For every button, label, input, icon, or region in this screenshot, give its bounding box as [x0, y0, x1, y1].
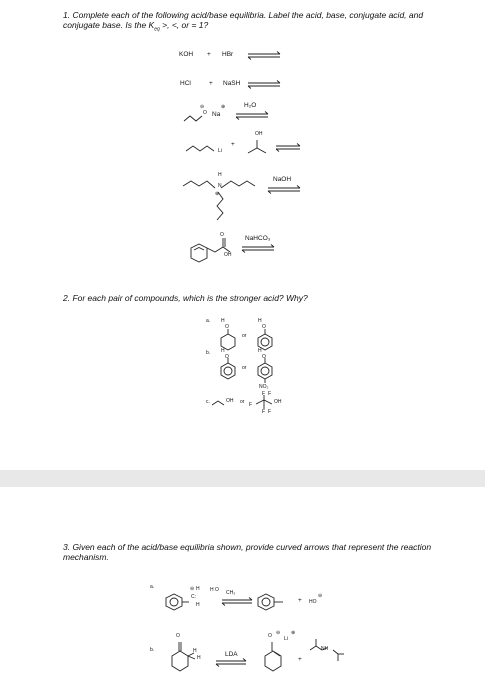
carbonyl-oxygen: O: [176, 633, 180, 639]
plus-sign: +: [207, 51, 211, 58]
or-label: or: [242, 333, 247, 339]
nitro-group-label: NO₂: [259, 384, 269, 390]
pair-b-label: b.: [206, 350, 211, 356]
isopropanol-structure: [246, 138, 270, 158]
question-3-prompt: 3. Given each of the acid/base equilibria shown, provide curved arrows that represent the reaction mechanism.: [63, 542, 432, 562]
phenylacetic-acid-structure: [183, 232, 243, 272]
negative-charge-icon: ⊖: [276, 630, 281, 636]
hydrogen-label: H: [258, 348, 262, 354]
enolate-oxygen: O: [268, 633, 272, 639]
hydrogen-label: H: [221, 318, 225, 324]
fluorine-label: F: [262, 409, 266, 415]
hydroxyl-label: OH: [274, 399, 282, 405]
amine-nitrogen: N: [218, 183, 222, 189]
or-label: or: [240, 399, 245, 405]
negative-charge-icon: ⊖: [200, 104, 205, 110]
plus-sign: +: [209, 80, 213, 87]
reagent-lda: LDA: [225, 651, 238, 658]
oxygen-label: O: [262, 354, 266, 360]
nitrophenol-ring: [256, 359, 276, 385]
hydroxyl-label: OH: [255, 131, 263, 137]
oxygen-label: O: [225, 354, 229, 360]
pair-a-label: a.: [206, 318, 211, 324]
equilibrium-arrow: [216, 660, 256, 666]
fluorine-label: F: [262, 391, 266, 397]
toluene-structure: [255, 590, 295, 614]
carbonyl-oxygen: O: [220, 232, 224, 238]
negative-charge-icon: ⊖: [190, 586, 195, 592]
propoxide-structure: [184, 112, 214, 126]
equilibrium-arrow: [236, 113, 276, 119]
reagent-naoh: NaOH: [273, 176, 292, 183]
keq-subscript: eq: [154, 26, 160, 33]
lithium-enolate-structure: [261, 640, 301, 680]
diisopropylamine-structure: [310, 639, 350, 669]
plus-sign: +: [298, 656, 302, 663]
alkoxide-oxygen: O: [203, 110, 207, 116]
hydrogen-label: H: [258, 318, 262, 324]
carbanion-label: C:: [191, 594, 196, 600]
positive-charge-icon: ⊕: [215, 191, 220, 197]
hydroxyl-label: OH: [226, 398, 234, 404]
hydroxyl-label: OH: [224, 252, 232, 258]
cyclohexanone-structure: [168, 640, 208, 680]
question-1-text: 1. Complete each of the following acid/base equilibria. Label the acid, base, conjugate acid, and conjugate base. Is the K: [63, 10, 424, 30]
amine-hydrogen: H: [218, 172, 222, 178]
fluorine-label: F: [268, 409, 272, 415]
reactant-nash: NaSH: [223, 80, 241, 87]
positive-charge-icon: ⊕: [221, 104, 226, 110]
equilibrium-arrow: [268, 187, 308, 193]
hydrogen-label: H: [196, 586, 200, 592]
hydrogen-label: H: [197, 655, 201, 661]
equilibrium-arrow: [248, 53, 288, 59]
phenol-ring: [219, 359, 239, 381]
worksheet-page-2: [0, 487, 485, 700]
amine-nh-label: NH: [321, 646, 329, 652]
methyl-label: CH₃: [226, 590, 236, 596]
question-2-prompt: 2. For each pair of compounds, which is the stronger acid? Why?: [63, 293, 308, 303]
question-1-text-end: >, <, or = 1?: [159, 20, 209, 30]
pair-c-label: c.: [206, 399, 210, 405]
equilibrium-arrow: [242, 246, 282, 252]
part-b-label: b.: [150, 647, 155, 653]
or-label: or: [242, 365, 247, 371]
lithium-label: Li: [284, 636, 288, 642]
plus-sign: +: [298, 597, 302, 604]
plus-sign: +: [231, 141, 235, 148]
part-a-label: a.: [150, 584, 155, 590]
ammonium-structure: [183, 172, 273, 222]
positive-charge-icon: ⊕: [291, 630, 296, 636]
hydroxide-label: HO: [309, 599, 317, 605]
lithium-label: Li: [218, 148, 222, 154]
fluorine-label: F: [249, 402, 253, 408]
hydrogen-label: H: [221, 348, 225, 354]
negative-charge-icon: ⊖: [318, 593, 323, 599]
methanol-label: H O: [210, 587, 219, 593]
reagent-nahco3: NaHCO₃: [245, 235, 271, 242]
question-1-prompt: [63, 10, 443, 35]
equilibrium-arrow: [248, 82, 288, 88]
fluorine-label: F: [268, 391, 272, 397]
hydrogen-label: H: [193, 648, 197, 654]
equilibrium-arrow: [276, 145, 316, 151]
reagent-water: H₂O: [244, 102, 257, 109]
oxygen-label: O: [262, 324, 266, 330]
reactant-hbr: HBr: [222, 51, 234, 58]
oxygen-label: O: [225, 324, 229, 330]
reactant-koh: KOH: [179, 51, 194, 58]
hydrogen-label: H: [196, 602, 200, 608]
reactant-hcl: HCl: [180, 80, 191, 87]
sodium-counterion: Na: [212, 111, 221, 118]
